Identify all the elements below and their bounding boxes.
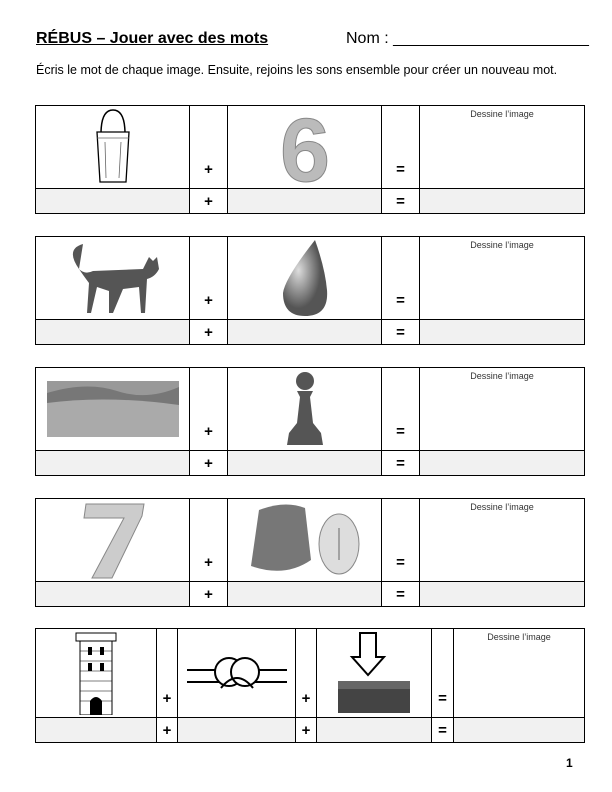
equals-sign: =	[382, 451, 420, 476]
rebus-4	[35, 498, 585, 607]
plus-sign: +	[190, 320, 228, 345]
plus-sign: +	[190, 106, 228, 189]
answer-field[interactable]	[36, 718, 157, 743]
number-six-image	[228, 106, 382, 189]
drawing-area[interactable]: Dessine l’image	[420, 237, 585, 320]
answer-field[interactable]	[36, 320, 190, 345]
ground-arrow-image	[317, 629, 432, 718]
answer-field[interactable]	[454, 718, 585, 743]
answer-field[interactable]	[228, 451, 382, 476]
plus-sign: +	[190, 368, 228, 451]
rock-and-seed-image	[228, 499, 382, 582]
svg-text:6: 6	[279, 107, 330, 187]
plus-sign: +	[157, 629, 178, 718]
plus-sign: +	[190, 451, 228, 476]
rebus-1	[35, 105, 585, 214]
answer-field[interactable]	[228, 582, 382, 607]
equals-sign: =	[382, 320, 420, 345]
answer-field[interactable]	[420, 451, 585, 476]
plus-sign: +	[296, 629, 317, 718]
equals-sign: =	[382, 368, 420, 451]
equals-sign: =	[382, 237, 420, 320]
plus-sign: +	[190, 237, 228, 320]
answer-field[interactable]	[36, 451, 190, 476]
cat-image	[36, 237, 190, 320]
page-number: 1	[566, 756, 573, 770]
plus-sign: +	[190, 189, 228, 214]
answer-field[interactable]	[178, 718, 296, 743]
answer-field[interactable]	[36, 582, 190, 607]
plus-sign: +	[190, 582, 228, 607]
chess-pawn-image	[228, 368, 382, 451]
rebus-3	[35, 367, 585, 476]
field-landscape-image	[36, 368, 190, 451]
bucket-image	[36, 106, 190, 189]
equals-sign: =	[382, 499, 420, 582]
rebus-2	[35, 236, 585, 345]
answer-field[interactable]	[36, 189, 190, 214]
name-field[interactable]: Nom : ______________________	[346, 30, 589, 47]
drawing-area[interactable]: Dessine l’image	[420, 499, 585, 582]
answer-field[interactable]	[420, 582, 585, 607]
tower-image	[36, 629, 157, 718]
plus-sign: +	[296, 718, 317, 743]
page-title: RÉBUS – Jouer avec des mots	[36, 30, 269, 47]
equals-sign: =	[382, 106, 420, 189]
answer-field[interactable]	[420, 320, 585, 345]
equals-sign: =	[432, 629, 454, 718]
plus-sign: +	[157, 718, 178, 743]
water-drop-image	[228, 237, 382, 320]
plus-sign: +	[190, 499, 228, 582]
equals-sign: =	[432, 718, 454, 743]
number-seven-image	[36, 499, 190, 582]
equals-sign: =	[382, 189, 420, 214]
equals-sign: =	[382, 582, 420, 607]
instructions: Écris le mot de chaque image. Ensuite, rejoins les sons ensemble pour créer un nouveau mot.	[36, 63, 558, 77]
drawing-area[interactable]: Dessine l’image	[454, 629, 585, 718]
knot-image	[178, 629, 296, 718]
answer-field[interactable]	[228, 189, 382, 214]
drawing-area[interactable]: Dessine l’image	[420, 106, 585, 189]
answer-field[interactable]	[228, 320, 382, 345]
rebus-5	[35, 628, 585, 743]
answer-field[interactable]	[317, 718, 432, 743]
drawing-area[interactable]: Dessine l’image	[420, 368, 585, 451]
answer-field[interactable]	[420, 189, 585, 214]
